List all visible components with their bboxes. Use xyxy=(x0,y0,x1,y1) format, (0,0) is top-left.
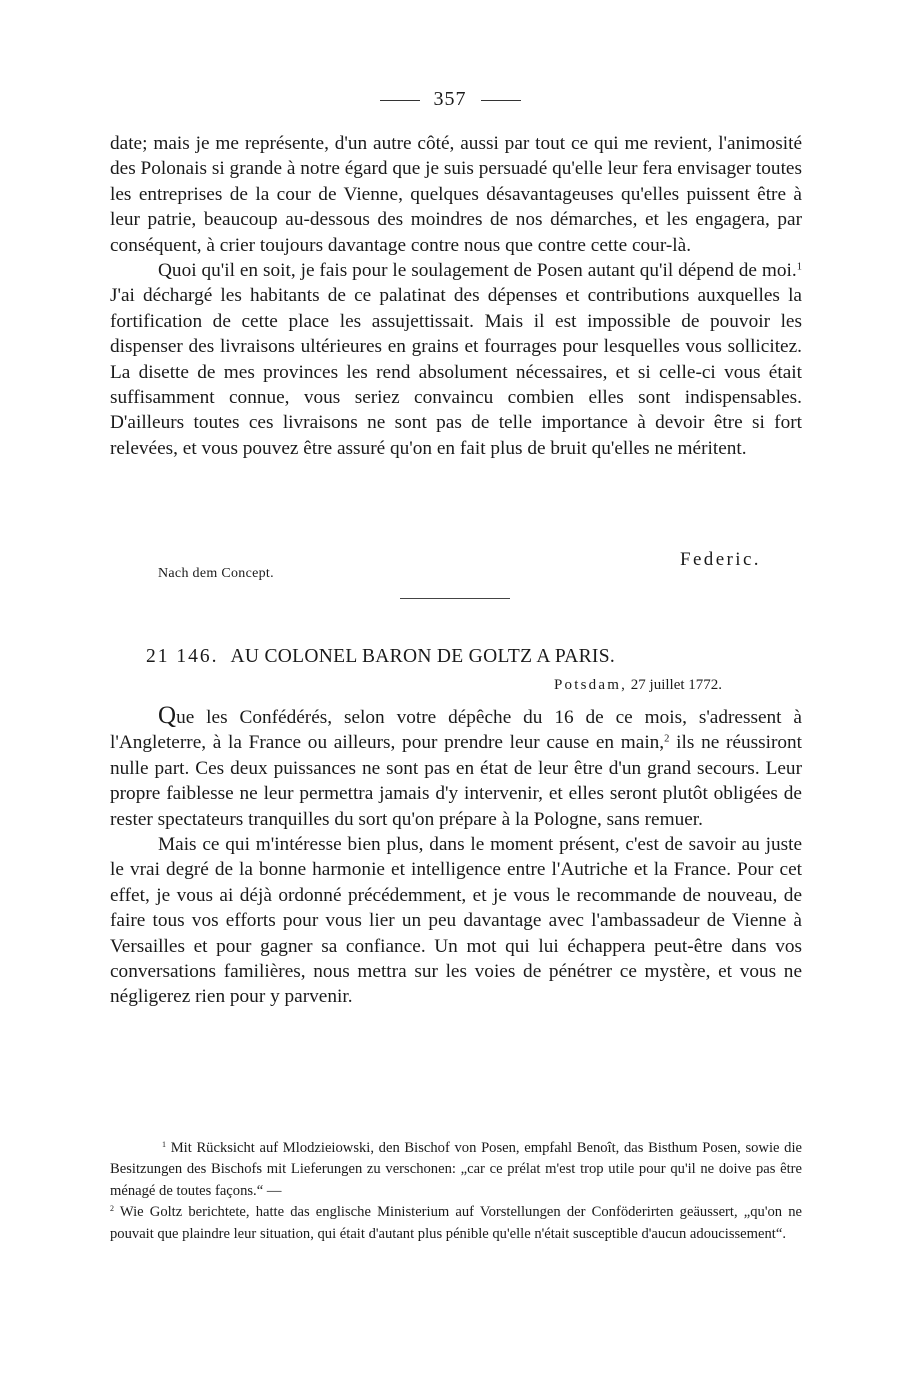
letter-number: 21 146. xyxy=(146,646,219,667)
footnote-ref: 2 xyxy=(664,734,670,746)
paragraph xyxy=(110,703,802,832)
drop-cap: Q xyxy=(158,702,177,729)
footnote-ref: 1 xyxy=(796,261,802,273)
paragraph-text: Quoi qu'il en soit, je fais pour le soulagement de Posen autant qu'il dépend de moi. xyxy=(158,260,797,282)
page-header xyxy=(0,88,900,111)
paragraph: date; mais je me représente, d'un autre côté, aussi par tout ce qui me revient, l'animosité des Polonais si grande à notre égard que je suis persuadé qu'elle leur fera envisager toutes les entreprises de la cour de Vienne, quelques désavantageuses qu'elles puissent être à leur patrie, beaucoup au-dessous des moindres de nos démarches, et les engagera, par conséquent, à crier toujours davantage contre nous que contre cette cour-là. xyxy=(110,133,802,256)
paragraph: Mais ce qui m'intéresse bien plus, dans le moment présent, c'est de savoir au juste le vrai degré de la bonne harmonie et intelligence entre l'Autriche et la France. Pour cet effet, je vous ai déjà ordonné précédemment, et je vous le recommande de nouveau, de faire tous vos efforts pour vous lier un peu davantage avec l'ambassadeur de Vienne à Versailles et pour gagner sa confiance. Un mot qui lui échappera peut-être dans vos conversations familières, nous mettra sur les voies de pénétrer ce mystère, et vous ne négligerez rien pour y parvenir. xyxy=(110,834,802,1008)
dateline-place: Potsdam, xyxy=(554,677,628,693)
letter-body xyxy=(110,703,802,1010)
footnote-mark: 2 xyxy=(110,1204,115,1214)
signature: Federic. xyxy=(680,549,761,570)
paragraph xyxy=(110,258,802,461)
page-number: 357 xyxy=(433,88,467,110)
source-note: Nach dem Concept. xyxy=(158,566,274,581)
letter-continuation xyxy=(110,131,802,461)
paragraph-text: ue les Confédérés, selon votre dépêche du 16 de ce mois, s'adressent à l'Angleterre, à la France ou ailleurs, pour prendre leur cause en main, xyxy=(110,707,802,754)
footnote-text: Wie Goltz berichtete, hatte das englische Ministerium auf Vorstellungen der Conföderirten geäussert, „qu'on ne pouvait que plaindre leur situation, qui était d'autant plus pénible qu'elle n'était susceptible d'aucun adoucissement“. xyxy=(110,1204,802,1242)
section-divider xyxy=(400,598,510,599)
footnote-mark: 1 xyxy=(162,1140,167,1150)
header-dash-left xyxy=(380,100,420,101)
header-dash-right xyxy=(481,100,521,101)
dateline xyxy=(554,677,722,694)
paragraph-text: J'ai déchargé les habitants de ce palatinat des dépenses et contributions auxquelles la fortification de cette place les assujettissait. Mais il est impossible de pouvoir les dispenser des livraisons ultérieures en grains et fourrages pour lesquelles vous sollicitez. La disette de mes provinces les rend absolument nécessaires, et si celle-ci vous était suffisamment connue, vous seriez convaincu combien elles sont indispensables. D'ailleurs toutes ces livraisons ne sont pas de telle importance à devoir être si fort relevées, et vous pouvez être assuré qu'on en fait plus de bruit qu'elles ne méritent. xyxy=(110,285,802,459)
footnote-text: Mit Rücksicht auf Mlodzieiowski, den Bischof von Posen, empfahl Benoît, das Bisthum Posen, sowie die Besitzungen des Bischofs mit Lieferungen zu verschonen: „car ce prélat m'est trop utile pour qu'il ne doive pas être ménagé de toutes façons.“ — xyxy=(110,1140,802,1199)
letter-heading xyxy=(146,646,615,668)
dateline-date: 27 juillet 1772. xyxy=(630,677,723,693)
letter-title: AU COLONEL BARON DE GOLTZ A PARIS. xyxy=(230,646,616,667)
paragraph-text: ils ne réussiront nulle part. Ces deux puissances ne sont pas en état de leur être d'un grand secours. Leur propre faiblesse ne leur permettra jamais d'y intervenir, et elles seront plutôt obligées de rester spectateurs tranquilles du sort qu'on prépare à la Pologne, sans remuer. xyxy=(110,732,803,830)
footnote xyxy=(110,1138,802,1245)
footnotes xyxy=(110,1138,802,1245)
